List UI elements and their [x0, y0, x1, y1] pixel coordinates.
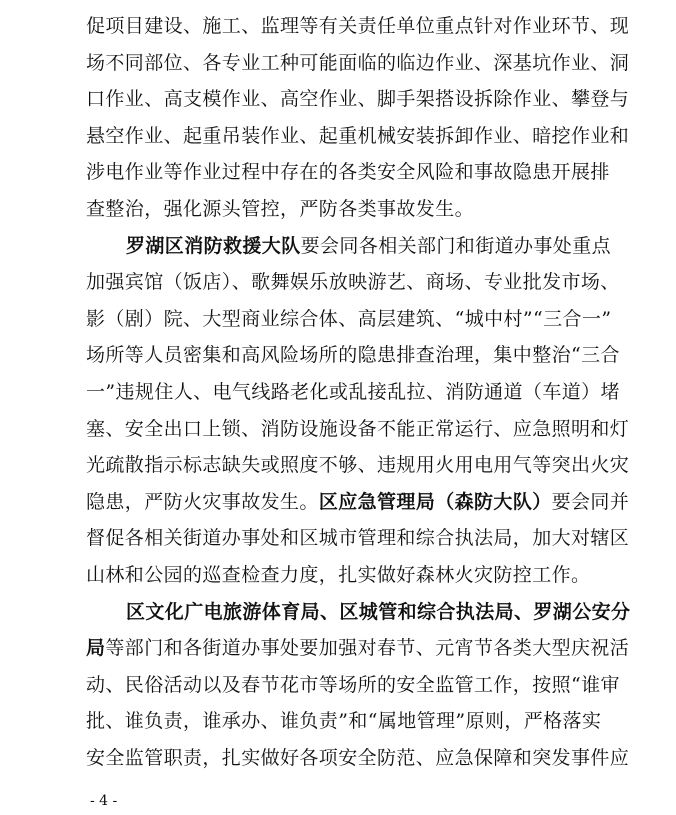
- body-text-segment: 批、谁负责，谁承办、谁负责”和“属地管理”原则，严格落实: [86, 710, 602, 733]
- body-text-segment: 要会同并: [551, 490, 630, 513]
- text-line: [86, 740, 630, 777]
- text-line: [86, 630, 630, 667]
- body-text-segment: 场所等人员密集和高风险场所的隐患排查治理，集中整治“三合: [86, 344, 620, 367]
- bold-heading-text: 罗湖区消防救援大队: [126, 234, 301, 257]
- text-line: [86, 520, 630, 557]
- text-line: [86, 191, 596, 228]
- bold-heading-text: 局: [86, 637, 106, 660]
- text-line: [86, 154, 610, 191]
- body-text-segment: 光疏散指示标志缺失或照度不够、违规用火用电用气等突出火灾: [86, 454, 630, 477]
- body-text-segment: 悬空作业、起重吊装作业、起重机械安装拆卸作业、暗挖作业和: [86, 124, 630, 147]
- text-line: [86, 411, 630, 448]
- text-line: [86, 337, 620, 374]
- text-line: [86, 667, 620, 704]
- body-text-segment: 一”违规住人、电气线路老化或乱接乱拉、消防通道（车道）堵: [86, 380, 620, 403]
- text-line: [86, 45, 630, 82]
- body-text-segment: 涉电作业等作业过程中存在的各类安全风险和事故隐患开展排: [86, 161, 610, 184]
- body-text-segment: 塞、安全出口上锁、消防设施设备不能正常运行、应急照明和灯: [86, 417, 630, 440]
- body-text-segment: 动、民俗活动以及春节花市等场所的安全监管工作，按照“谁审: [86, 673, 620, 696]
- body-text-segment: 督促各相关街道办事处和区城市管理和综合执法局，加大对辖区: [86, 527, 630, 550]
- text-line: [86, 557, 596, 594]
- text-line: [86, 484, 630, 521]
- body-text-segment: 影（剧）院、大型商业综合体、高层建筑、“城中村”“三合一”: [86, 307, 612, 330]
- text-line: [86, 374, 620, 411]
- text-line: [86, 228, 612, 265]
- text-line: [86, 594, 631, 631]
- body-text-segment: 安全监管职责，扎实做好各项安全防范、应急保障和突发事件应: [86, 746, 630, 769]
- body-text-segment: 等部门和各街道办事处要加强对春节、元宵节各类大型庆祝活: [105, 637, 630, 660]
- body-text-segment: 隐患，严防火灾事故发生。: [86, 490, 319, 513]
- body-text-segment: 要会同各相关部门和街道办事处重点: [300, 234, 612, 257]
- body-text: [86, 8, 631, 776]
- page-number: - 4 -: [90, 793, 118, 809]
- body-text-segment: 场不同部位、各专业工种可能面临的临边作业、深基坑作业、洞: [86, 51, 630, 74]
- text-line: [86, 264, 620, 301]
- body-text-segment: 查整治，强化源头管控，严防各类事故发生。: [86, 197, 475, 220]
- text-line: [86, 118, 630, 155]
- text-line: [86, 8, 630, 45]
- body-text-segment: 促项目建设、施工、监理等有关责任单位重点针对作业环节、现: [86, 15, 630, 37]
- text-line: [86, 447, 630, 484]
- text-line: [86, 301, 612, 338]
- body-text-segment: 山林和公园的巡查检查力度，扎实做好森林火灾防控工作。: [86, 563, 591, 586]
- bold-heading-text: 区文化广电旅游体育局、区城管和综合执法局、罗湖公安分: [126, 600, 631, 623]
- bold-heading-text: 区应急管理局（森防大队）: [318, 490, 552, 513]
- text-line: [86, 703, 602, 740]
- body-text-segment: 加强宾馆（饭店）、歌舞娱乐放映游艺、商场、专业批发市场、: [86, 271, 620, 294]
- body-text-segment: 口作业、高支模作业、高空作业、脚手架搭设拆除作业、攀登与: [86, 88, 630, 111]
- text-line: [86, 81, 630, 118]
